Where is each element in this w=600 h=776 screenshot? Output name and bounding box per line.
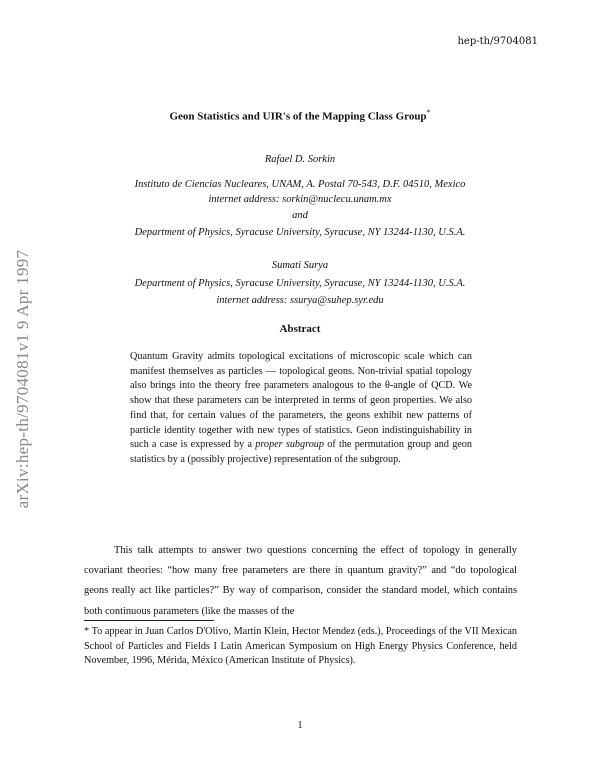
abstract-body [130, 350, 472, 468]
footnote-mark: * [84, 626, 90, 637]
title-text: Geon Statistics and UIR's of the Mapping Class Group [169, 110, 427, 123]
arxiv-identifier: hep-th/9704081 [457, 36, 538, 47]
title-footnote-mark: * [426, 108, 431, 117]
author-sorkin-affiliation-2: Department of Physics, Syracuse University, Syracuse, NY 13244-1130, U.S.A. [134, 227, 466, 238]
abstract-heading: Abstract [279, 323, 321, 335]
author-surya-internet: internet address: ssurya@suhep.syr.edu [216, 295, 384, 306]
body-paragraph: This talk attempts to answer two questions concerning the effect of topology in generally covariant theories: “how many free parameters are there in quantum gravity?” and “do topological geons really act like particles?” By way of comparison, consider the standard model, which contains both continuous parameters (like the masses of the [84, 545, 517, 617]
page-number: 1 [297, 720, 303, 731]
abstract-text-part1: Quantum Gravity admits topological excitations of microscopic scale which can manifest themselves as particles — topological geons. Non-trivial spatial topology also brings into the theory free parameters analogous to the θ-angle of QCD. We show that these parameters can be interpreted in terms of geon properties. We also find that, for certain values of the parameters, the geons exhibit new patterns of particle identity together with new types of statistics. Geon indistinguishability in such a case is expressed by a [130, 351, 472, 451]
paper-title [0, 108, 600, 123]
abstract-text-part2: of the permutation group and geon statistics by a (possibly projective) representation of the subgroup. [130, 439, 472, 465]
author-sorkin-affiliation: Instituto de Ciencias Nucleares, UNAM, A. Postal 70-543, D.F. 04510, Mexico [134, 179, 466, 190]
author-sorkin-internet: internet address: sorkin@nuclecu.unam.mx [208, 194, 392, 205]
author-surya-affiliation: Department of Physics, Syracuse University, Syracuse, NY 13244-1130, U.S.A. [134, 278, 466, 289]
author-joiner: and [292, 210, 308, 221]
abstract-emphasis: proper subgroup [255, 439, 324, 451]
arxiv-side-stamp: arXiv:hep-th/9704081v1 9 Apr 1997 [13, 249, 32, 509]
author-surya-name: Sumati Surya [271, 260, 329, 271]
footnote-text: To appear in Juan Carlos D'Olivo, Martin Klein, Hector Mendez (eds.), Proceedings of the VII Mexican School of Particles and Fields I Latin American Symposium on High Energy Physics Conference, held November, 1996, Mérida, México (American Institute of Physics). [84, 626, 518, 667]
author-sorkin-name: Rafael D. Sorkin [264, 154, 336, 165]
footnote [84, 625, 517, 669]
footnote-rule [84, 620, 214, 621]
